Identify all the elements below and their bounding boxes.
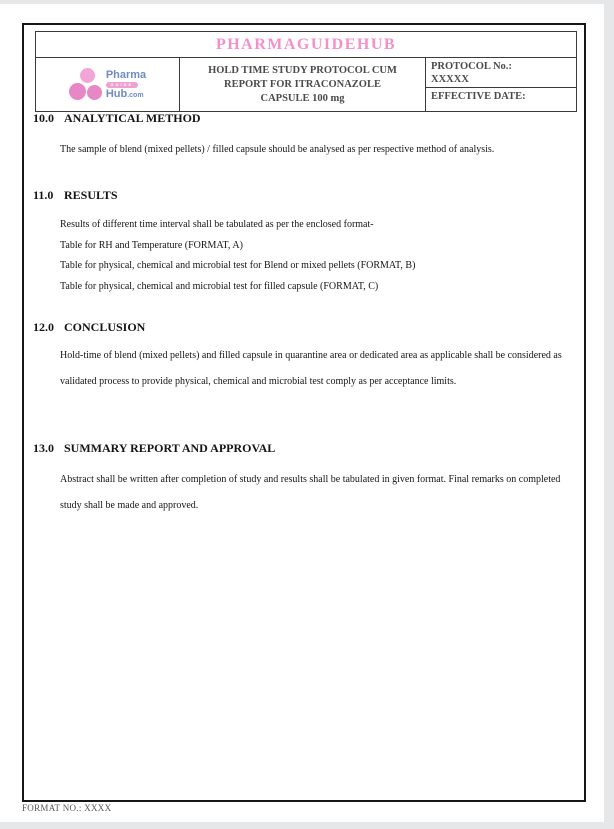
protocol-number-value: XXXXX (431, 74, 469, 85)
logo-word-pharma: Pharma (105, 68, 147, 81)
section-number: 13.0 (33, 441, 54, 455)
protocol-number-row (426, 58, 576, 88)
results-line-list (60, 215, 584, 297)
results-line: Table for RH and Temperature (FORMAT, A) (60, 239, 243, 251)
section-title: CONCLUSION (64, 320, 146, 334)
results-line: Results of different time interval shall be tabulated as per the enclosed format- (60, 219, 374, 230)
protocol-info-cell (426, 58, 576, 111)
section-heading-conclusion (33, 321, 145, 334)
section-number: 12.0 (33, 320, 54, 334)
section-heading-results (33, 189, 118, 202)
document-page (0, 4, 604, 822)
document-title-line2: REPORT FOR ITRACONAZOLE (224, 78, 381, 90)
section-title: ANALYTICAL METHOD (64, 111, 201, 125)
results-line: Table for physical, chemical and microbial test for Blend or mixed pellets (FORMAT, B) (60, 260, 416, 271)
effective-date-row (426, 88, 576, 111)
logo-tld: .com (127, 91, 144, 99)
logo-circles-icon (69, 68, 103, 101)
company-logo (36, 58, 180, 111)
effective-date-label: EFFECTIVE DATE: (431, 91, 526, 102)
section-number: 11.0 (33, 188, 54, 202)
logo-guide-band: GUIDE (106, 82, 138, 88)
document-title-line3: CAPSULE 100 mg (260, 92, 345, 104)
section-heading-summary-report (33, 442, 275, 455)
summary-report-paragraph: Abstract shall be written after completion of study and results shall be tabulated in given format. Final remarks on completed study shall be made and approved. (60, 474, 561, 511)
header-table (35, 31, 577, 112)
section-title: RESULTS (64, 188, 118, 202)
results-line: Table for physical, chemical and microbial test for filled capsule (FORMAT, C) (60, 280, 379, 292)
section-number: 10.0 (33, 111, 54, 125)
section-heading-analytical-method (33, 112, 201, 125)
logo-word-hub: Hub (105, 87, 128, 100)
analytical-method-paragraph: The sample of blend (mixed pellets) / filled capsule should be analysed as per respective method of analysis. (60, 144, 495, 155)
format-number-note: FORMAT NO.: XXXX (22, 803, 112, 813)
section-title: SUMMARY REPORT AND APPROVAL (64, 441, 276, 455)
brand-banner: PHARMAGUIDEHUB (36, 32, 576, 58)
document-title (180, 58, 426, 111)
document-title-line1: HOLD TIME STUDY PROTOCOL CUM (208, 64, 397, 76)
conclusion-paragraph: Hold-time of blend (mixed pellets) and filled capsule in quarantine area or dedicated area as applicable shall be considered as validated process to provide physical, chemical and microbial test comply as per acceptance limits. (60, 350, 562, 387)
protocol-number-label: PROTOCOL No.: (431, 61, 512, 72)
logo-text (106, 70, 146, 100)
